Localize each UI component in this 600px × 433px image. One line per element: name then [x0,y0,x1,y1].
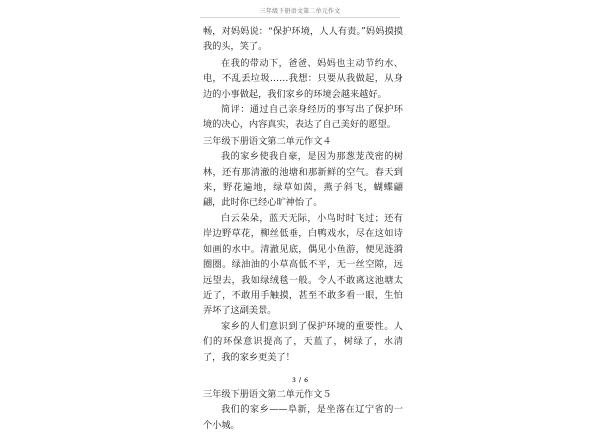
essay-4-paragraph: 白云朵朵，蓝天无际，小鸟时时飞过；还有岸边野草花，柳丝低垂，白鸭戏水，尽在这如诗如画的水中。清澈见底，偶见小鱼游，便见涟漪圈圈。绿油油的小草高低不平，无一丝空隙，远远望去，我如绿绒毯一般。令人不敢离这池塘太近了，不敢用手触摸，甚至不敢多看一眼，生怕弄坏了这副美景。 [203,212,403,317]
paragraph-continued: 畅，对妈妈说：“保护环境，人人有责。”妈妈摸摸我的头，笑了。 [203,26,403,53]
essay-4-paragraph: 家乡的人们意识到了保护环境的重要性。人们的环保意识提高了，天蓝了，树绿了，水清了，我的家乡更美了！ [203,320,403,363]
essay-5-paragraph: 我们的家乡——阜新，是坐落在辽宁省的一个小城。 [203,404,403,431]
essay-5-title: 三年级下册语文第二单元作文５ [203,388,332,400]
page-header: 三年级下册语文第二单元作文 [259,8,341,15]
page-number: ３ / ６ [290,377,310,384]
header-divider [200,17,400,18]
essay-4-title: 三年级下册语文第二单元作文４ [203,135,332,147]
paragraph: 在我的带动下，爸爸、妈妈也主动节约水、电，不乱丢垃圾……我想：只要从我做起，从身边的小事做起，我们家乡的环境会越来越好。 [203,57,403,100]
essay-4-paragraph: 我的家乡使我自豪，是因为那葱茏茂密的树林，还有那清澈的池塘和那新鲜的空气。春天到来，野花遍地，绿草如茵，燕子斜飞，蝴蝶翩翩，此时你已经心旷神怡了。 [203,151,403,209]
document-body [203,24,403,433]
review-paragraph: 简评：通过自己亲身经历的事写出了保护环境的决心，内容真实，表达了自己美好的愿望。 [203,104,403,131]
